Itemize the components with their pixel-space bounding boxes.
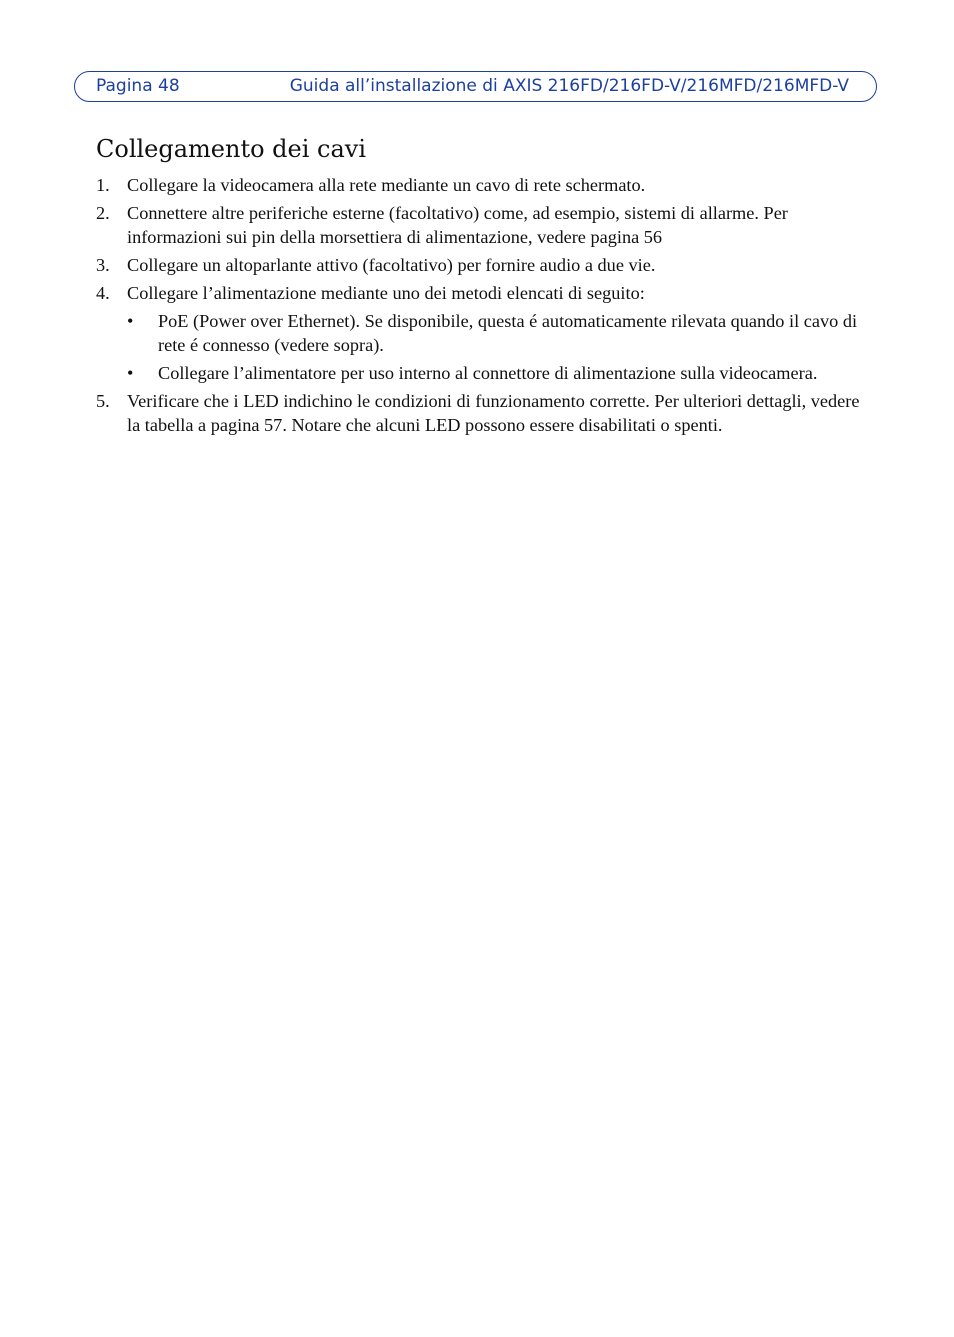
- bullet-icon: •: [127, 363, 134, 383]
- step-number: 1.: [96, 175, 110, 195]
- step-item: [96, 253, 862, 277]
- instruction-list: [96, 173, 862, 441]
- bullet-text: Collegare l’alimentatore per uso interno al connettore di alimentazione sulla videocamera.: [158, 363, 818, 383]
- step-number: 2.: [96, 203, 110, 223]
- step-item: [96, 281, 862, 305]
- page-header: [74, 71, 877, 102]
- step-text: Connettere altre periferiche esterne (facoltativo) come, ad esempio, sistemi di allarme. Per informazioni sui pin della morsettiera di alimentazione, vedere pagina 56: [127, 203, 788, 247]
- guide-title: Guida all’installazione di AXIS 216FD/216FD-V/216MFD/216MFD-V: [289, 76, 849, 96]
- power-options-list: [96, 309, 862, 385]
- bullet-text: PoE (Power over Ethernet). Se disponibile, questa é automaticamente rilevata quando il cavo di rete é connesso (vedere sopra).: [158, 311, 858, 355]
- step-number: 3.: [96, 255, 110, 275]
- bullet-item: [96, 309, 862, 357]
- page-number: Pagina 48: [96, 76, 180, 96]
- step-number: 4.: [96, 283, 110, 303]
- step-text: Verificare che i LED indichino le condizioni di funzionamento corrette. Per ulteriori dettagli, vedere la tabella a pagina 57. Notare che alcuni LED possono essere disabilitati o spenti.: [127, 391, 860, 435]
- step-text: Collegare la videocamera alla rete mediante un cavo di rete schermato.: [127, 175, 646, 195]
- step-item: [96, 201, 862, 249]
- bullet-icon: •: [127, 311, 134, 331]
- step-number: 5.: [96, 391, 110, 411]
- step-text: Collegare un altoparlante attivo (facoltativo) per fornire audio a due vie.: [127, 255, 656, 275]
- step-item: [96, 389, 862, 437]
- section-title: Collegamento dei cavi: [96, 135, 367, 163]
- step-item: [96, 173, 862, 197]
- bullet-item: [96, 361, 862, 385]
- step-text: Collegare l’alimentazione mediante uno dei metodi elencati di seguito:: [127, 283, 645, 303]
